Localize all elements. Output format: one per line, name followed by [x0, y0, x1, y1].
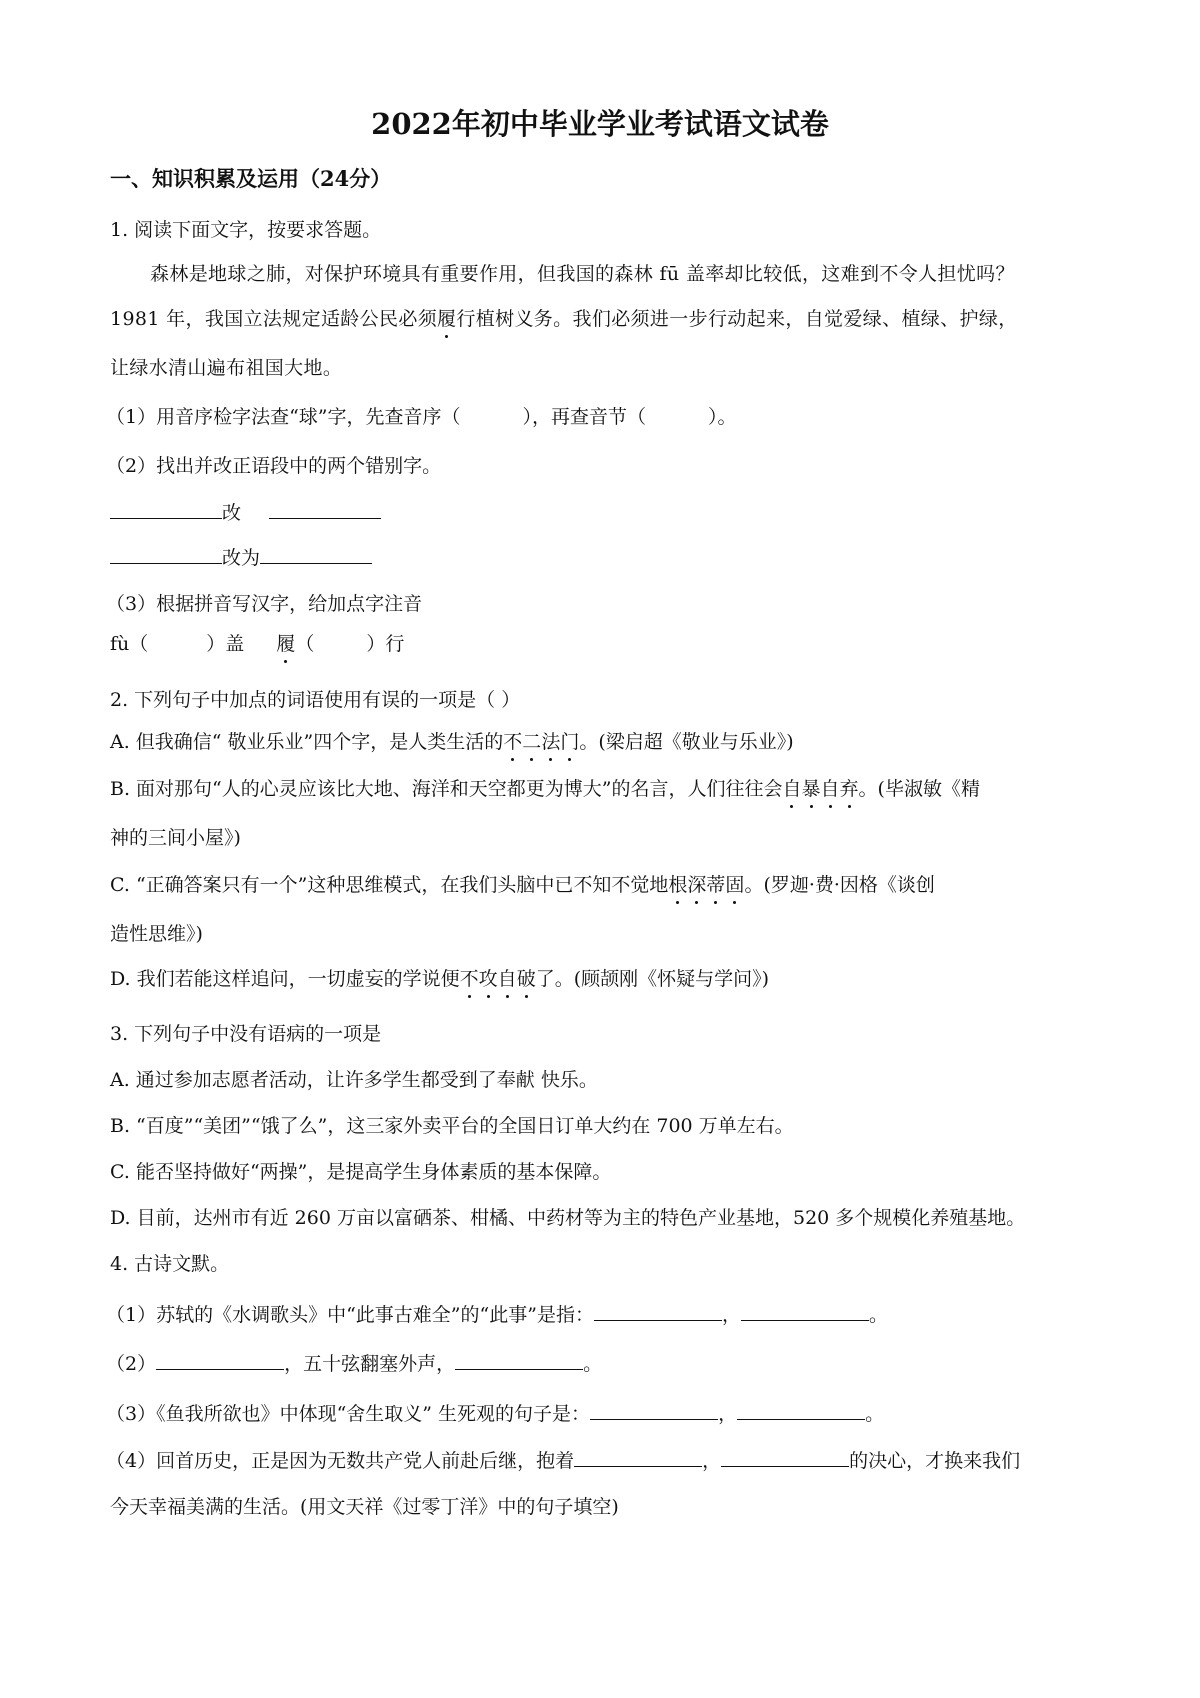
question-2-stem: 2. 下列句子中加点的词语使用有误的一项是（ ） [110, 689, 521, 711]
option-text: 。(梁启超《敬业与乐业》) [579, 731, 794, 753]
answer-blank[interactable] [594, 1302, 722, 1321]
question-4-sub-4 [106, 1448, 1020, 1473]
question-4-sub-1 [106, 1302, 888, 1327]
question-1-stem: 1. 阅读下面文字，按要求答题。 [110, 219, 382, 241]
answer-blank[interactable] [721, 1448, 849, 1467]
option-text: A. 但我确信“ 敬业乐业”四个字，是人类生活的 [110, 731, 504, 753]
option-text: C. “正确答案只有一个”这种思维模式，在我们头脑中已不知不觉地 [110, 874, 669, 896]
option-c-continued: 造性思维》) [110, 923, 203, 945]
option-a [110, 730, 794, 754]
option-c: C. 能否坚持做好“两操”，是提高学生身体素质的基本保障。 [110, 1161, 612, 1183]
dotted-char: 自 [497, 968, 517, 990]
correction-line-1 [110, 500, 381, 525]
answer-blank[interactable] [574, 1448, 702, 1467]
sub-text: ， [718, 1403, 738, 1425]
question-3-stem: 3. 下列句子中没有语病的一项是 [110, 1023, 382, 1045]
question-1-sub-1 [106, 405, 737, 429]
answer-blank[interactable] [455, 1351, 583, 1370]
option-c [110, 873, 935, 897]
sub-text: ， [721, 1304, 741, 1326]
answer-blank[interactable] [269, 500, 381, 519]
question-1-sub-3: （3）根据拼音写汉字，给加点字注音 [106, 593, 423, 615]
sub-text: ，五十弦翻塞外声， [284, 1353, 456, 1375]
sub-text: （4）回首历史，正是因为无数共产党人前赴后继，抱着 [106, 1450, 575, 1472]
passage-text: 1981 年，我国立法规定适龄公民必须 [110, 308, 438, 330]
dotted-char: 攻 [478, 968, 498, 990]
correction-line-2 [110, 545, 372, 570]
option-text: B. 面对那句“人的心灵应该比大地、海洋和天空都更为博大”的名言，人们往往会 [110, 778, 783, 800]
dotted-char: 二 [522, 731, 542, 753]
dotted-char: 根 [668, 874, 688, 896]
dotted-char: 弃 [839, 778, 859, 800]
sub-text: 的决心，才换来我们 [849, 1450, 1021, 1472]
section-heading: 一、知识积累及运用（24分） [110, 166, 392, 191]
dotted-char: 自 [820, 778, 840, 800]
sub-text: ）。 [708, 406, 737, 428]
option-text: 。(罗迦·费·因格《谈创 [744, 874, 935, 896]
dotted-char: 破 [516, 968, 536, 990]
pinyin-text: （ [295, 633, 315, 655]
pinyin-text: ）行 [366, 633, 405, 655]
passage-text: 行植树义务。我们必须进一步行动起来，自觉爱绿、植绿、护绿， [456, 308, 1018, 330]
option-text: D. 我们若能这样追问，一切虚妄的学说便 [110, 968, 460, 990]
sub-text: （1）苏轼的《水调歌头》中“此事古难全”的“此事”是指： [106, 1304, 594, 1326]
answer-blank[interactable] [110, 500, 222, 519]
dotted-char: 不 [459, 968, 479, 990]
dotted-char: 履 [437, 308, 457, 330]
question-4-sub-2 [106, 1351, 602, 1376]
dotted-char: 深 [687, 874, 707, 896]
page-title: 2022年初中毕业学业考试语文试卷 [371, 107, 829, 141]
answer-blank[interactable] [110, 545, 222, 564]
option-d [110, 967, 769, 991]
passage-line-2 [110, 307, 1018, 331]
answer-blank[interactable] [741, 1302, 869, 1321]
option-a: A. 通过参加志愿者活动，让许多学生都受到了奉献 快乐。 [110, 1069, 598, 1091]
dotted-char: 固 [725, 874, 745, 896]
option-b [110, 777, 980, 801]
sub-text: （1）用音序检字法查“球”字，先查音序（ [106, 406, 461, 428]
option-text: 了。(顾颉刚《怀疑与学问》) [535, 968, 770, 990]
dotted-char: 蒂 [706, 874, 726, 896]
question-4-sub-3 [106, 1401, 884, 1426]
answer-blank[interactable] [590, 1401, 718, 1420]
question-4-stem: 4. 古诗文默。 [110, 1253, 230, 1275]
fix-word: 改 [222, 502, 242, 524]
sub-text: ），再查音节（ [522, 406, 647, 428]
sub-text: 。 [868, 1304, 888, 1326]
pinyin-line [110, 632, 404, 656]
dotted-char: 自 [782, 778, 802, 800]
pinyin-text: ）盖 [206, 633, 245, 655]
dotted-char: 履 [276, 633, 296, 655]
sub-text: ， [702, 1450, 722, 1472]
question-1-sub-2: （2）找出并改正语段中的两个错别字。 [106, 455, 442, 477]
answer-blank[interactable] [737, 1401, 865, 1420]
dotted-char: 暴 [801, 778, 821, 800]
dotted-char: 门 [560, 731, 580, 753]
passage-line-1: 森林是地球之肺，对保护环境具有重要作用，但我国的森林 fū 盖率却比较低，这难到不令人担忧吗？ [150, 263, 1015, 285]
dotted-char: 不 [503, 731, 523, 753]
passage-line-3: 让绿水清山遍布祖国大地。 [110, 357, 343, 379]
dotted-char: 法 [541, 731, 561, 753]
sub-text: （2） [106, 1353, 157, 1375]
sub-text: （3）《鱼我所欲也》中体现“舍生取义” 生死观的句子是： [106, 1403, 591, 1425]
option-b: B. “百度”“美团”“饿了么”，这三家外卖平台的全国日订单大约在 700 万单左右。 [110, 1115, 794, 1137]
sub-text: 。 [865, 1403, 885, 1425]
pinyin-text: fù（ [110, 633, 149, 655]
sub-text: 。 [583, 1353, 603, 1375]
fix-word: 改为 [222, 547, 261, 569]
option-text: 。(毕淑敏《精 [858, 778, 980, 800]
answer-blank[interactable] [260, 545, 372, 564]
answer-blank[interactable] [156, 1351, 284, 1370]
option-b-continued: 神的三间小屋》) [110, 827, 241, 849]
question-4-sub-4-continued: 今天幸福美满的生活。(用文天祥《过零丁洋》中的句子填空) [110, 1496, 619, 1518]
option-d: D. 目前，达州市有近 260 万亩以富硒茶、柑橘、中药材等为主的特色产业基地，520 多个规模化养殖基地。 [110, 1207, 1026, 1229]
